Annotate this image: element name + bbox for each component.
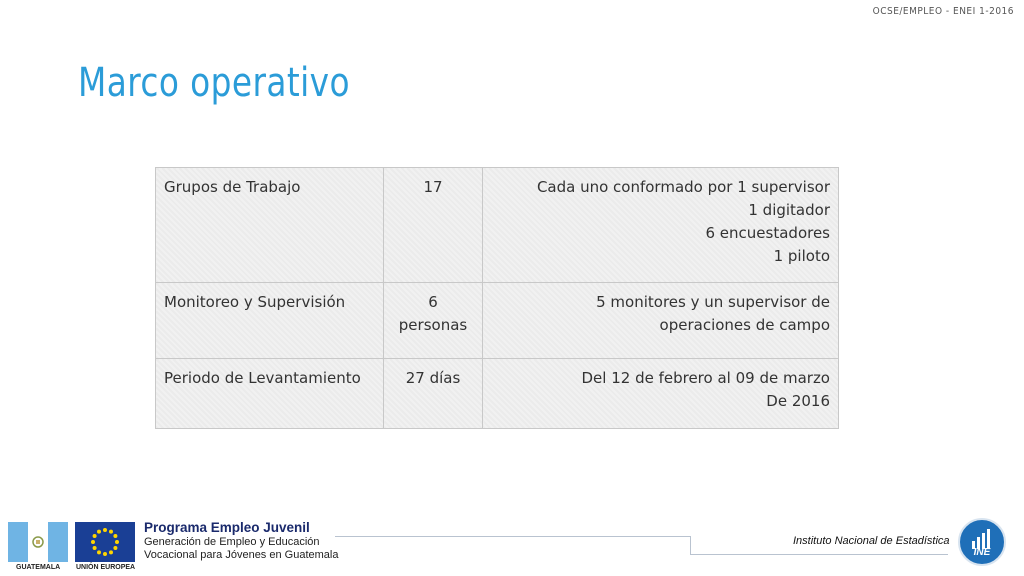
- ine-logo-icon: [958, 518, 1006, 566]
- table-row: [156, 359, 839, 429]
- header-tag: OCSE/EMPLEO - ENEI 1-2016: [872, 6, 1014, 17]
- table-row: [156, 283, 839, 359]
- institute-name: Instituto Nacional de Estadística: [793, 535, 950, 547]
- program-branding: [144, 520, 344, 562]
- guatemala-label: GUATEMALA: [16, 564, 61, 571]
- guatemala-flag-icon: [8, 522, 68, 562]
- row-label: Periodo de Levantamiento: [156, 359, 384, 429]
- row-detail: 5 monitores y un supervisor de operaciones de campo: [483, 283, 839, 359]
- eu-label: UNIÓN EUROPEA: [76, 564, 136, 571]
- footer-divider: [690, 554, 948, 555]
- row-detail: Cada uno conformado por 1 supervisor 1 digitador 6 encuestadores 1 piloto: [483, 168, 839, 283]
- row-value: 6 personas: [384, 283, 483, 359]
- footer-divider: [690, 536, 691, 554]
- footer-bar: [0, 514, 1024, 576]
- program-line-2: Vocacional para Jóvenes en Guatemala: [144, 549, 339, 561]
- operations-table: [155, 167, 839, 429]
- table-row: [156, 168, 839, 283]
- program-title: Programa Empleo Juvenil: [144, 520, 310, 535]
- eu-flag-icon: [75, 522, 135, 562]
- program-line-1: Generación de Empleo y Educación: [144, 536, 320, 548]
- row-value: 27 días: [384, 359, 483, 429]
- row-value: 17: [384, 168, 483, 283]
- footer-divider: [335, 536, 690, 537]
- row-detail: Del 12 de febrero al 09 de marzo De 2016: [483, 359, 839, 429]
- slide-title: Marco operativo: [78, 60, 350, 106]
- ine-logo-text: INE: [973, 547, 991, 558]
- row-label: Grupos de Trabajo: [156, 168, 384, 283]
- row-label: Monitoreo y Supervisión: [156, 283, 384, 359]
